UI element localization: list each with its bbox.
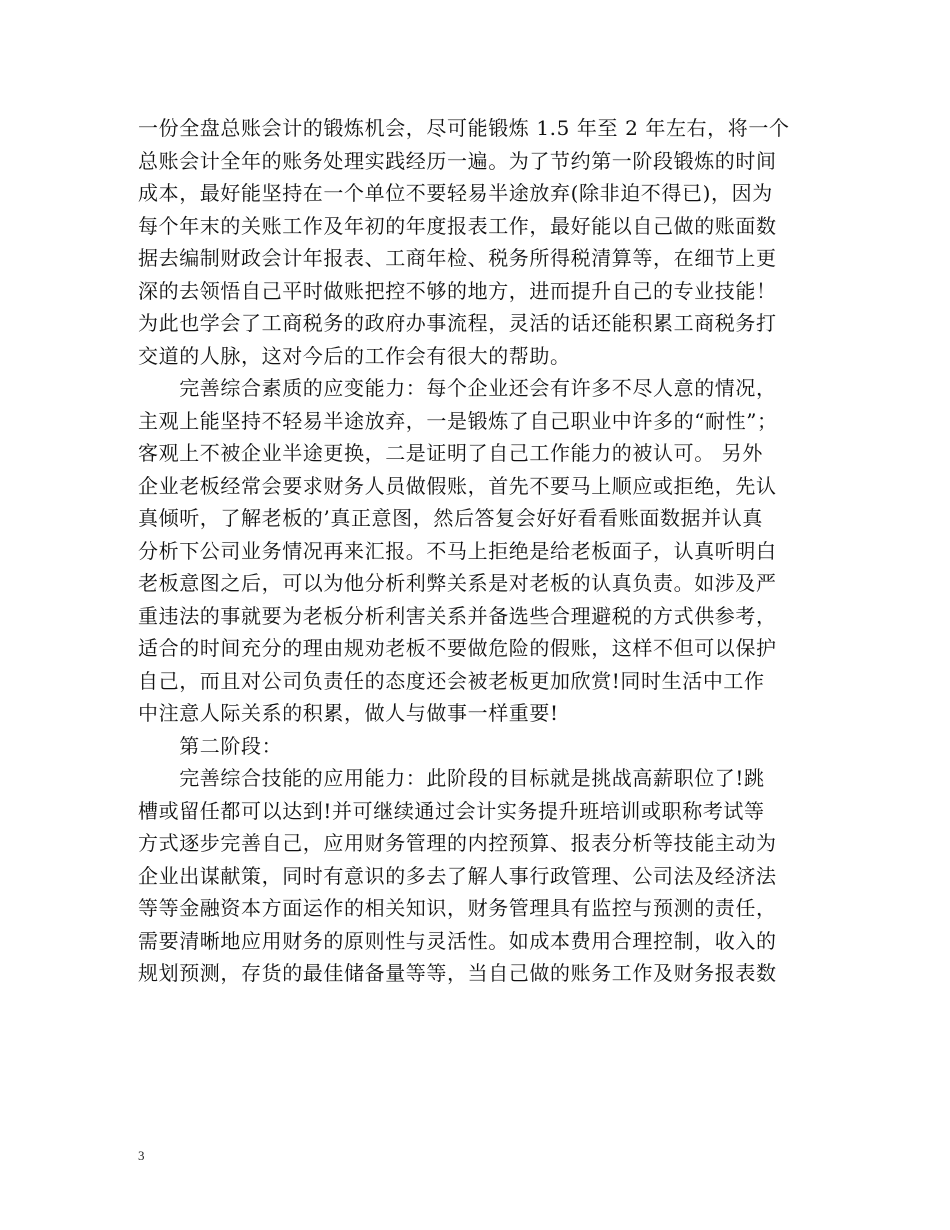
text-line: 客观上不被企业半途更换，二是证明了自己工作能力的被认可。 另外 [138,441,763,465]
text-line: 完善综合素质的应变能力：每个企业还会有许多不尽人意的情况， [138,376,777,400]
text-line: 交道的人脉，这对今后的工作会有很大的帮助。 [138,343,571,368]
text-line: 中注意人际关系的积累，做人与做事一样重要! [138,701,559,725]
text-line: 主观上能坚持不轻易半途放弃，一是锻炼了自己职业中许多的“耐性”； [138,408,778,433]
text-line: 为此也学会了工商税务的政府办事流程，灵活的话还能积累工商税务打 [138,311,777,335]
page-number: 3 [138,1148,145,1163]
text-line: 总账会计全年的账务处理实践经历一遍。为了节约第一阶段锻炼的时间 [138,148,777,173]
text-line: 每个年末的关账工作及年初的年度报表工作，最好能以自己做的账面数 [138,213,777,238]
text-line: 企业出谋献策，同时有意识的多去了解人事行政管理、公司法及经济法 [138,863,777,888]
text-line: 适合的时间充分的理由规劝老板不要做危险的假账，这样不但可以保护 [138,636,777,660]
text-line: 成本，最好能坚持在一个单位不要轻易半途放弃(除非迫不得已)，因为 [138,181,773,205]
text-line: 据去编制财政会计年报表、工商年检、税务所得税清算等，在细节上更 [138,246,777,270]
section-heading: 第二阶段： [138,733,283,758]
text-line: 自己，而且对公司负责任的态度还会被老板更加欣赏!同时生活中工作 [138,668,765,693]
text-line: 一份全盘总账会计的锻炼机会，尽可能锻炼 1.5 年至 2 年左右，将一个 [138,116,790,140]
body-text [138,112,818,990]
text-line: 槽或留任都可以达到!并可继续通过会计实务提升班培训或职称考试等 [138,798,765,823]
text-line: 需要清晰地应用财务的原则性与灵活性。如成本费用合理控制，收入的 [138,928,777,953]
text-line: 老板意图之后，可以为他分析利弊关系是对老板的认真负责。如涉及严 [138,571,777,595]
text-line: 规划预测，存货的最佳储备量等等，当自己做的账务工作及财务报表数 [138,961,777,985]
text-line: 真倾听，了解老板的’真正意图，然后答复会好好看看账面数据并认真 [138,506,763,530]
text-line: 深的去领悟自己平时做账把控不够的地方，进而提升自己的专业技能！ [138,278,777,303]
text-line: 分析下公司业务情况再来汇报。不马上拒绝是给老板面子，认真听明白 [138,538,777,563]
text-line: 等等金融资本方面运作的相关知识，财务管理具有监控与预测的责任， [138,896,777,920]
text-line: 方式逐步完善自己，应用财务管理的内控预算、报表分析等技能主动为 [138,831,777,855]
text-line: 企业老板经常会要求财务人员做假账，首先不要马上顺应或拒绝，先认 [138,473,777,498]
text-line: 完善综合技能的应用能力：此阶段的目标就是挑战高薪职位了!跳 [138,766,765,790]
text-line: 重违法的事就要为老板分析利害关系并备选些合理避税的方式供参考， [138,603,777,628]
